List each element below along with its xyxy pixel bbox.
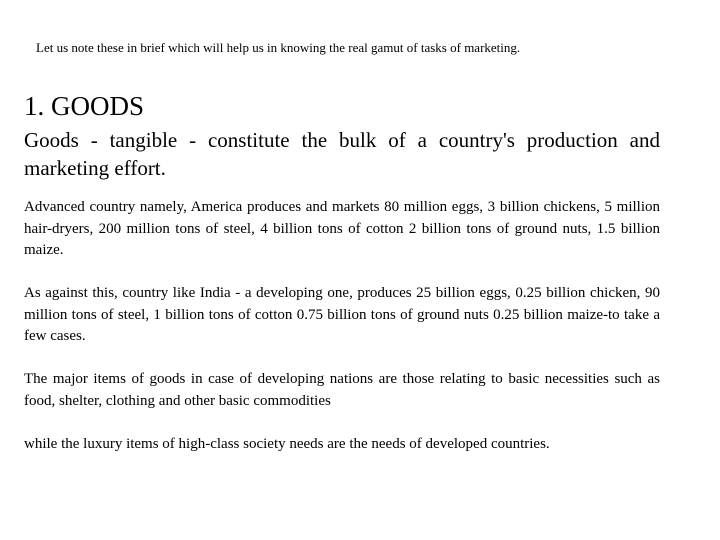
lead-paragraph: Goods - tangible - constitute the bulk of a country's production and marketing effort. [24, 128, 660, 180]
section-heading: 1. GOODS [24, 91, 145, 121]
intro-text: Let us note these in brief which will help us in knowing the real gamut of tasks of marketing. [36, 40, 521, 55]
paragraph-america: Advanced country namely, America produces and markets 80 million eggs, 3 billion chickens, 5 million hair-dryers, 200 million tons of steel, 4 billion tons of cotton 2 billion tons of ground nuts, 1.5 billion maize. [24, 199, 660, 258]
paragraph-luxury-items: while the luxury items of high-class society needs are the needs of developed countries. [24, 436, 550, 452]
paragraph-india: As against this, country like India - a developing one, produces 25 billion eggs, 0.25 billion chicken, 90 million tons of steel, 1 billion tons of cotton 0.75 billion tons of ground nuts 0.25 billion maize-to take a few cases. [24, 285, 660, 344]
paragraph-developing-nations: The major items of goods in case of developing nations are those relating to basic necessities such as food, shelter, clothing and other basic commodities [24, 371, 660, 409]
